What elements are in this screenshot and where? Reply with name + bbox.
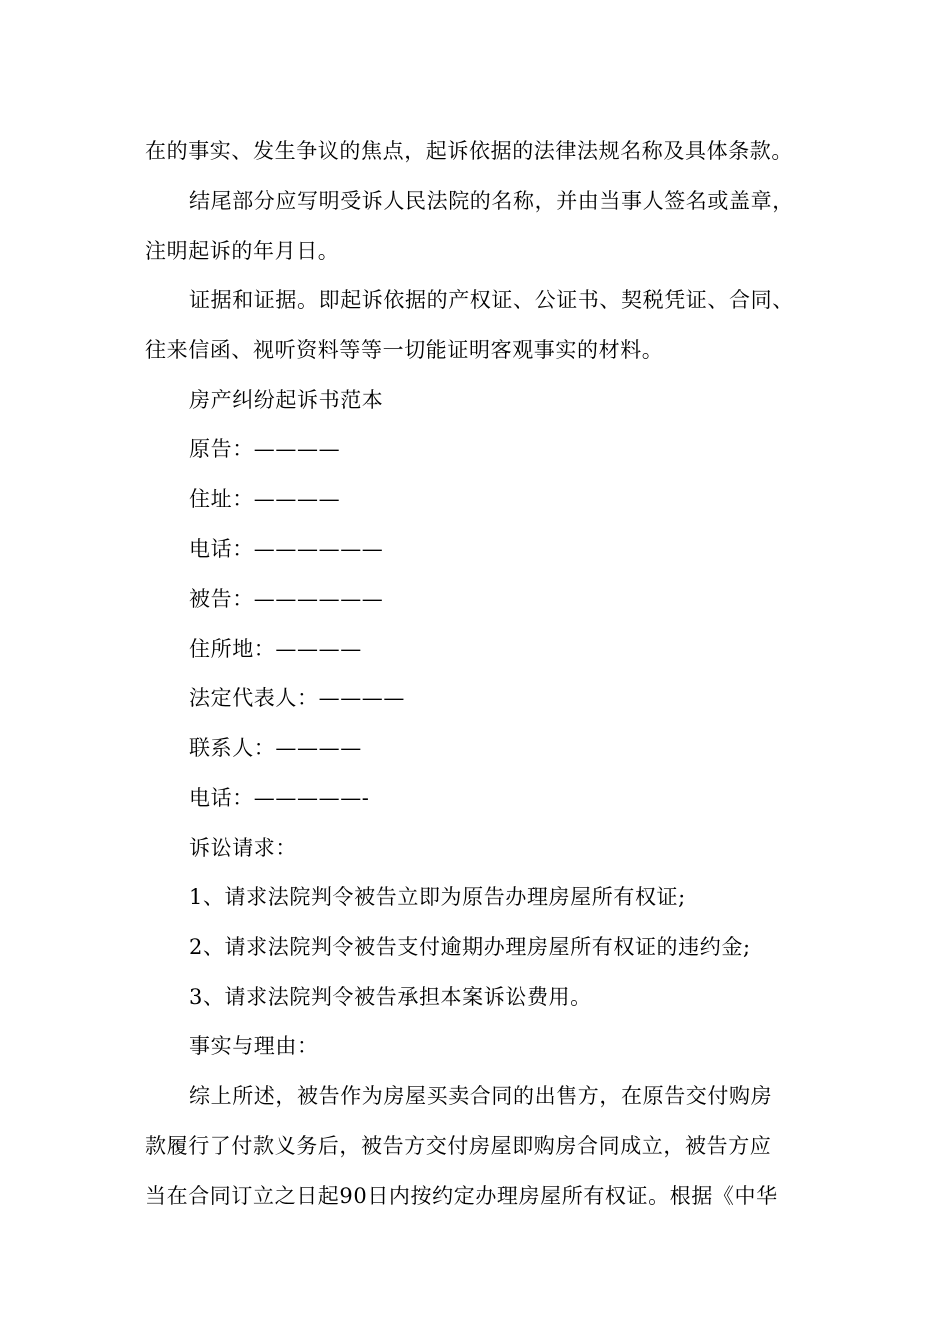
claim-item: 2、请求法院判令被告支付逾期办理房屋所有权证的违约金;	[189, 935, 751, 959]
claim-item: 1、请求法院判令被告立即为原告办理房屋所有权证;	[189, 885, 686, 909]
paragraph-line: 款履行了付款义务后，被告方交付房屋即购房合同成立，被告方应	[145, 1134, 772, 1158]
facts-heading: 事实与理由：	[189, 1034, 319, 1058]
defendant-residence-field: 住所地：————	[189, 637, 362, 661]
paragraph-line: 综上所述，被告作为房屋买卖合同的出售方，在原告交付购房	[189, 1084, 773, 1108]
defendant-phone-field: 电话：—————-	[189, 786, 370, 810]
paragraph-line: 注明起诉的年月日。	[145, 239, 340, 263]
paragraph-line: 在的事实、发生争议的焦点，起诉依据的法律法规名称及具体条款。	[145, 139, 793, 163]
plaintiff-phone-field: 电话：——————	[189, 537, 384, 561]
paragraph-line: 结尾部分应写明受诉人民法院的名称，并由当事人签名或盖章，	[189, 189, 794, 213]
template-title: 房产纠纷起诉书范本	[189, 388, 384, 412]
defendant-field: 被告：——————	[189, 587, 384, 611]
claim-item: 3、请求法院判令被告承担本案诉讼费用。	[189, 985, 592, 1009]
contact-person-field: 联系人：————	[189, 736, 362, 760]
paragraph-line: 当在合同订立之日起90日内按约定办理房屋所有权证。根据《中华	[145, 1184, 778, 1208]
plaintiff-address-field: 住址：————	[189, 487, 341, 511]
legal-representative-field: 法定代表人：————	[189, 686, 405, 710]
paragraph-line: 往来信函、视听资料等等一切能证明客观事实的材料。	[145, 338, 664, 362]
paragraph-line: 证据和证据。即起诉依据的产权证、公证书、契税凭证、合同、	[189, 288, 794, 312]
plaintiff-field: 原告：————	[189, 437, 341, 461]
claims-heading: 诉讼请求：	[189, 836, 297, 860]
